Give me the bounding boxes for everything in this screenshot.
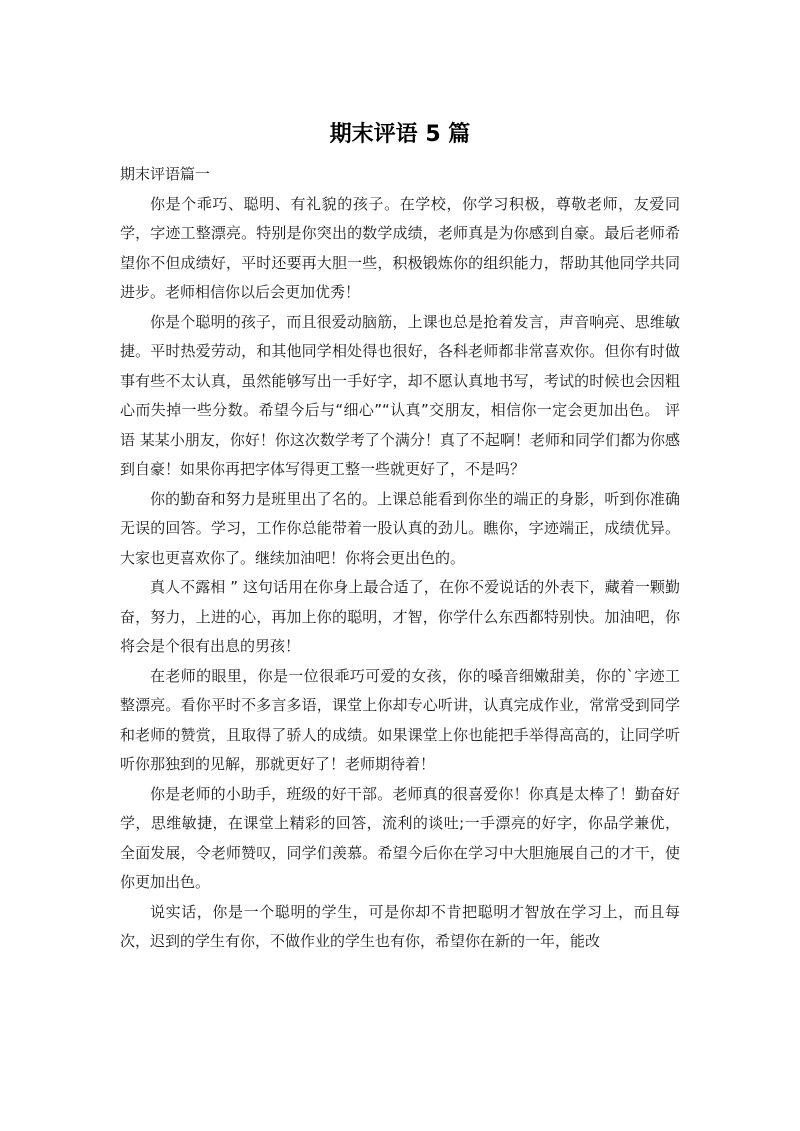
paragraph-5: 在老师的眼里，你是一位很乖巧可爱的女孩，你的嗓音细嫩甜美，你的`字迹工整漂亮。看你平时不多言多语，课堂上你却专心听讲，认真完成作业，常常受到同学和老师的赞赏，且取得了骄人的成绩。如果课堂上你也能把手举得高高的，让同学听听你那独到的见解，那就更好了！老师期待着！ <box>120 666 680 773</box>
document-title: 期末评语 5 篇 <box>329 122 471 147</box>
paragraph-1: 你是个乖巧、聪明、有礼貌的孩子。在学校，你学习积极，尊敬老师，友爱同学，字迹工整漂亮。特别是你突出的数学成绩，老师真是为你感到自豪。最后老师希望你不但成绩好，平时还要再大胆一些，积极锻炼你的组织能力，帮助其他同学共同进步。老师相信你以后会更加优秀！ <box>120 194 680 301</box>
paragraph-4: 真人不露相 ” 这句话用在你身上最合适了，在你不爱说话的外表下，藏着一颗勤奋，努力，上进的心，再加上你的聪明，才智，你学什么东西都特别快。加油吧，你将会是个很有出息的男孩！ <box>120 578 680 655</box>
paragraph-7: 说实话，你是一个聪明的学生，可是你却不肯把聪明才智放在学习上，而且每次，迟到的学生有你，不做作业的学生也有你，希望你在新的一年，能改 <box>120 902 680 950</box>
paragraph-3: 你的勤奋和努力是班里出了名的。上课总能看到你坐的端正的身影，听到你准确无误的回答。学习，工作你总能带着一股认真的劲儿。瞧你，字迹端正，成绩优异。大家也更喜欢你了。继续加油吧！你将会更出色的。 <box>120 489 680 567</box>
document-body <box>120 160 680 957</box>
paragraph-2: 你是个聪明的孩子，而且很爱动脑筋，上课也总是抢着发言，声音响亮、思维敏捷。平时热爱劳动，和其他同学相处得也很好，各科老师都非常喜欢你。但你有时做事有些不太认真，虽然能够写出一手好字，却不愿认真地书写，考试的时候也会因粗心而失掉一些分数。希望今后与“细心”“认真”交朋友，相信你一定会更加出色。 评语 某某小朋友，你好！你这次数学考了个满分！真了不起啊！老师和同学们都为你感到自豪！如果你再把字体写得更工整一些就更好了，不是吗？ <box>120 312 680 478</box>
section-heading: 期末评语篇一 <box>120 165 211 183</box>
paragraph-6: 你是老师的小助手，班级的好干部。老师真的很喜爱你！你真是太棒了！勤奋好学，思维敏捷，在课堂上精彩的回答，流利的谈吐;一手漂亮的好字，你品学兼优，全面发展，令老师赞叹，同学们羡慕。希望今后你在学习中大胆施展自己的才干，使你更加出色。 <box>120 784 680 891</box>
